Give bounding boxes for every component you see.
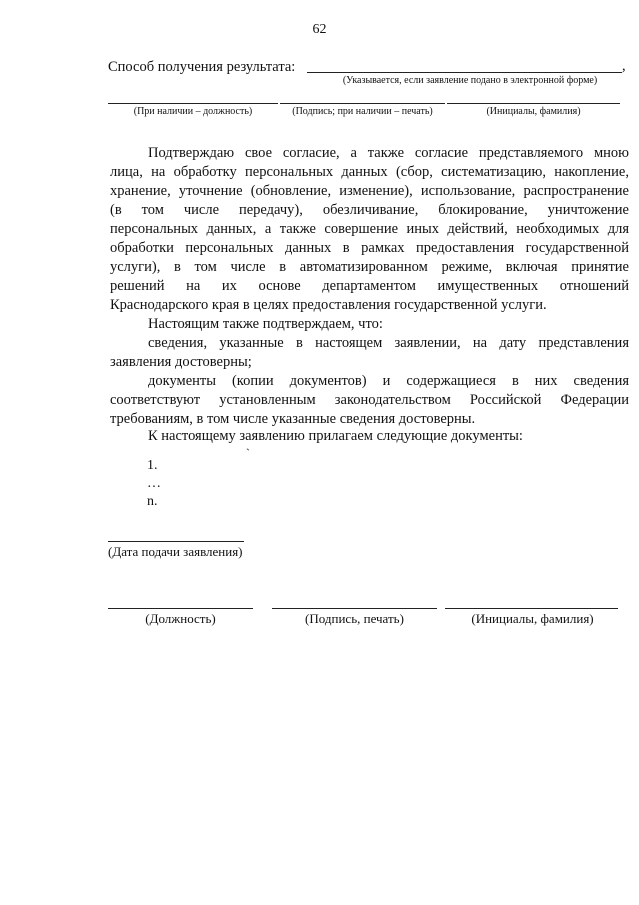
consent-line-6: обработки персональных данных в рамках предоставления государственной bbox=[110, 240, 629, 256]
bottom-signature-line bbox=[272, 608, 437, 609]
consent-line-3: хранение, уточнение (обновление, изменение), использование, распространение bbox=[110, 183, 629, 199]
confirm-item-2: документы (копии документов) и содержащиеся в них сведения соответствуют установленным законодательством Российской Федерации требованиям, в том числе указанные сведения достоверны. bbox=[110, 373, 629, 427]
consent-line-7: услуги), в том числе в автоматизированном режиме, включая принятие bbox=[110, 259, 629, 275]
attachments-intro: К настоящему заявлению прилагаем следующие документы: bbox=[148, 428, 523, 444]
top-position-caption: (При наличии – должность) bbox=[133, 106, 253, 117]
stray-mark: ` bbox=[246, 446, 250, 460]
date-caption: (Дата подачи заявления) bbox=[108, 544, 243, 559]
attachment-item-ellipsis: … bbox=[147, 476, 161, 491]
bottom-initials-line bbox=[445, 608, 618, 609]
consent-line-8: решений на их основе департаментом имущественных отношений bbox=[110, 278, 629, 294]
bottom-initials-caption: (Инициалы, фамилия) bbox=[471, 611, 594, 626]
top-signature-caption: (Подпись; при наличии – печать) bbox=[292, 106, 433, 117]
result-method-label: Способ получения результата: bbox=[108, 59, 296, 75]
result-method-comma: , bbox=[622, 58, 626, 74]
consent-line-9: Краснодарского края в целях предоставления государственной услуги. bbox=[110, 297, 547, 313]
result-method-field-line bbox=[307, 72, 622, 73]
bottom-position-caption: (Должность) bbox=[145, 611, 216, 626]
bottom-signature-caption: (Подпись, печать) bbox=[305, 611, 404, 626]
page-number: 62 bbox=[312, 22, 327, 37]
bottom-position-line bbox=[108, 608, 253, 609]
top-initials-line bbox=[447, 103, 620, 104]
consent-line-5: персональных данных, а также совершение иных действий, необходимых для bbox=[110, 221, 629, 237]
top-signature-line bbox=[280, 103, 445, 104]
consent-line-4: (в том числе передачу), обезличивание, блокирование, уничтожение bbox=[110, 202, 629, 218]
date-line bbox=[108, 541, 244, 542]
top-position-line bbox=[108, 103, 278, 104]
attachment-item-n: n. bbox=[147, 494, 158, 509]
top-initials-caption: (Инициалы, фамилия) bbox=[486, 106, 581, 117]
consent-line-1: Подтверждаю свое согласие, а также согласие представляемого мною bbox=[148, 145, 629, 161]
result-method-hint: (Указывается, если заявление подано в электронной форме) bbox=[342, 75, 598, 86]
confirm-intro: Настоящим также подтверждаем, что: bbox=[148, 316, 383, 332]
confirm-item-1: сведения, указанные в настоящем заявлении, на дату представления заявления достоверны; bbox=[110, 335, 629, 370]
attachment-item-1: 1. bbox=[147, 458, 158, 473]
consent-line-2: лица, на обработку персональных данных (сбор, систематизацию, накопление, bbox=[110, 164, 629, 180]
